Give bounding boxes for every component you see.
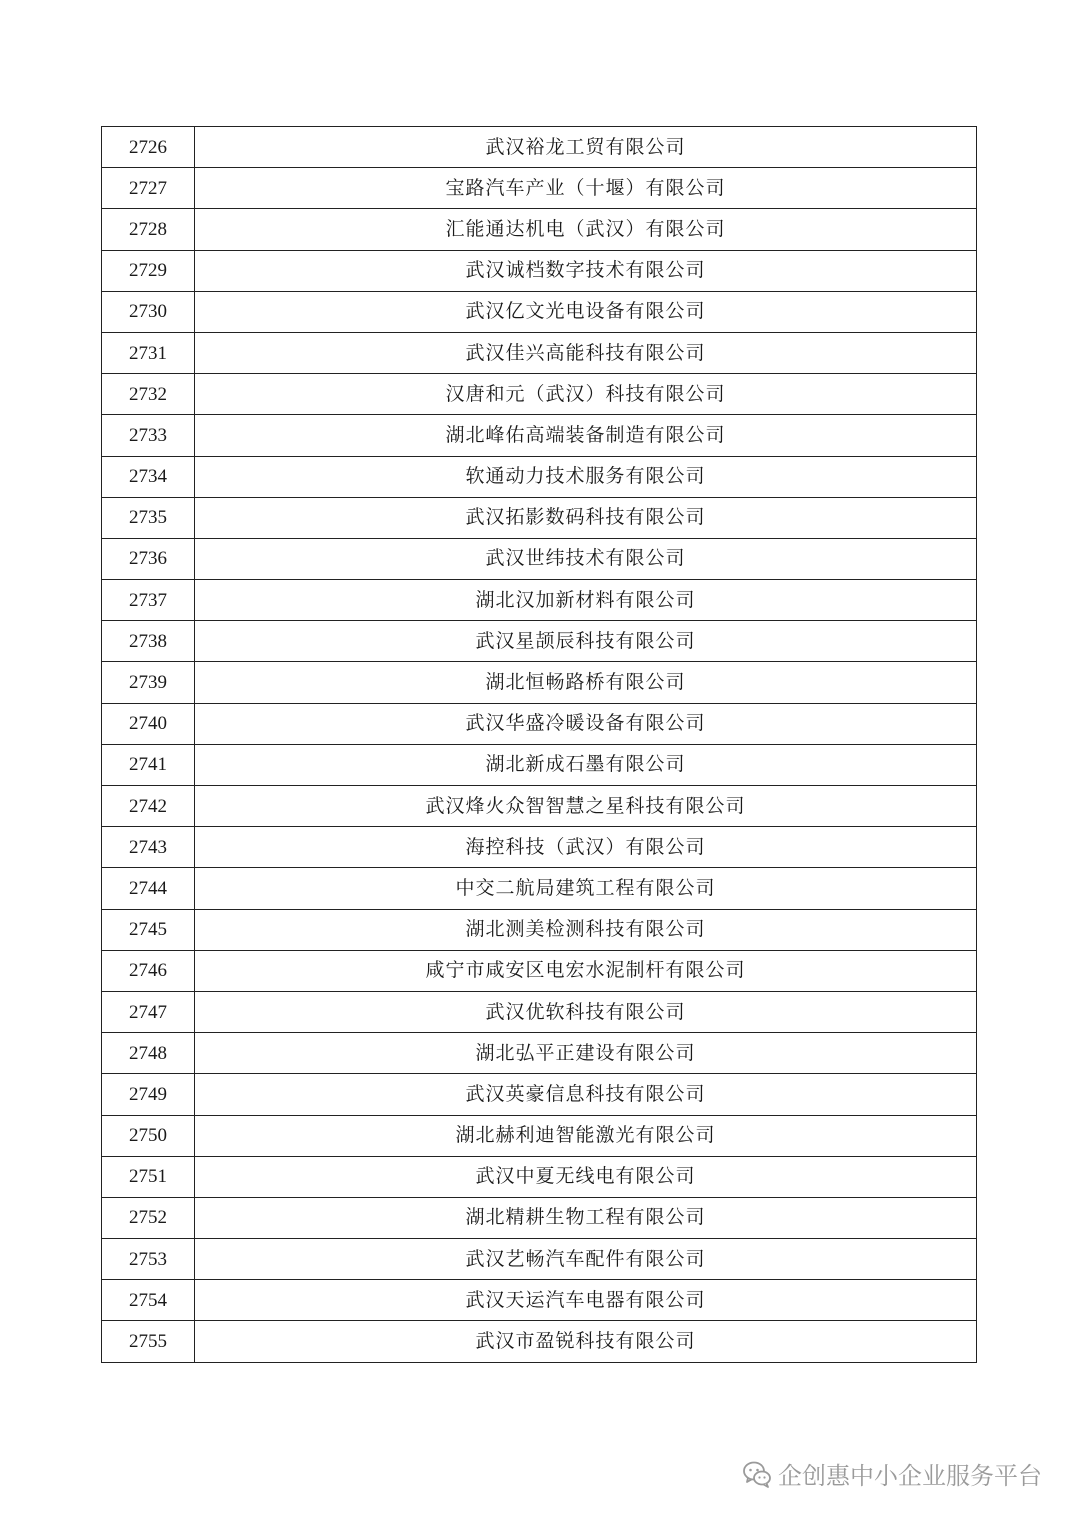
table-row [102,950,977,991]
table-row [102,127,977,168]
row-number: 2738 [102,621,195,662]
table-row [102,1115,977,1156]
company-name: 武汉华盛冷暖设备有限公司 [195,703,977,744]
wechat-icon [742,1459,772,1489]
company-name: 宝路汽车产业（十堰）有限公司 [195,168,977,209]
company-list-table [101,126,977,1363]
row-number: 2752 [102,1197,195,1238]
row-number: 2743 [102,827,195,868]
row-number: 2740 [102,703,195,744]
table-row [102,1321,977,1362]
company-name: 武汉中夏无线电有限公司 [195,1156,977,1197]
company-name: 武汉佳兴高能科技有限公司 [195,332,977,373]
company-name: 武汉拓影数码科技有限公司 [195,497,977,538]
company-name: 武汉市盈锐科技有限公司 [195,1321,977,1362]
row-number: 2727 [102,168,195,209]
row-number: 2737 [102,580,195,621]
row-number: 2730 [102,291,195,332]
table-row [102,703,977,744]
row-number: 2754 [102,1280,195,1321]
row-number: 2742 [102,786,195,827]
row-number: 2726 [102,127,195,168]
row-number: 2747 [102,991,195,1032]
table-row [102,374,977,415]
table-row [102,456,977,497]
table-row [102,744,977,785]
company-name: 湖北恒畅路桥有限公司 [195,662,977,703]
row-number: 2744 [102,868,195,909]
table-row [102,991,977,1032]
company-name: 湖北新成石墨有限公司 [195,744,977,785]
row-number: 2753 [102,1239,195,1280]
row-number: 2746 [102,950,195,991]
company-name: 湖北汉加新材料有限公司 [195,580,977,621]
row-number: 2750 [102,1115,195,1156]
company-name: 湖北赫利迪智能激光有限公司 [195,1115,977,1156]
table-row [102,168,977,209]
table-row [102,1074,977,1115]
row-number: 2729 [102,250,195,291]
table-row [102,1239,977,1280]
row-number: 2728 [102,209,195,250]
table-row [102,332,977,373]
row-number: 2733 [102,415,195,456]
table-row [102,621,977,662]
company-name: 汇能通达机电（武汉）有限公司 [195,209,977,250]
company-name: 武汉亿文光电设备有限公司 [195,291,977,332]
company-name: 中交二航局建筑工程有限公司 [195,868,977,909]
company-name: 湖北峰佑高端装备制造有限公司 [195,415,977,456]
company-name: 武汉裕龙工贸有限公司 [195,127,977,168]
row-number: 2751 [102,1156,195,1197]
company-name: 湖北测美检测科技有限公司 [195,909,977,950]
row-number: 2745 [102,909,195,950]
watermark [742,1456,1042,1491]
company-name: 武汉英豪信息科技有限公司 [195,1074,977,1115]
company-name: 湖北精耕生物工程有限公司 [195,1197,977,1238]
table-row [102,415,977,456]
company-name: 咸宁市咸安区电宏水泥制杆有限公司 [195,950,977,991]
row-number: 2755 [102,1321,195,1362]
table-row [102,291,977,332]
table-row [102,250,977,291]
row-number: 2731 [102,332,195,373]
table-row [102,909,977,950]
table-row [102,1197,977,1238]
company-name: 武汉优软科技有限公司 [195,991,977,1032]
company-name: 汉唐和元（武汉）科技有限公司 [195,374,977,415]
table-row [102,662,977,703]
table-row [102,827,977,868]
watermark-text: 企创惠中小企业服务平台 [778,1462,1042,1490]
table-row [102,497,977,538]
table-row [102,1156,977,1197]
table-row [102,1280,977,1321]
row-number: 2732 [102,374,195,415]
row-number: 2748 [102,1033,195,1074]
row-number: 2734 [102,456,195,497]
row-number: 2736 [102,538,195,579]
company-name: 武汉天运汽车电器有限公司 [195,1280,977,1321]
company-list-body [102,127,977,1363]
company-name: 武汉星颉辰科技有限公司 [195,621,977,662]
table-row [102,786,977,827]
company-name: 武汉诚档数字技术有限公司 [195,250,977,291]
table-row [102,580,977,621]
company-name: 武汉世纬技术有限公司 [195,538,977,579]
company-name: 武汉烽火众智智慧之星科技有限公司 [195,786,977,827]
row-number: 2741 [102,744,195,785]
table-row [102,868,977,909]
company-name: 软通动力技术服务有限公司 [195,456,977,497]
row-number: 2735 [102,497,195,538]
company-name: 湖北弘平正建设有限公司 [195,1033,977,1074]
table-row [102,1033,977,1074]
table-row [102,209,977,250]
row-number: 2739 [102,662,195,703]
table-row [102,538,977,579]
company-name: 武汉艺畅汽车配件有限公司 [195,1239,977,1280]
company-name: 海控科技（武汉）有限公司 [195,827,977,868]
row-number: 2749 [102,1074,195,1115]
